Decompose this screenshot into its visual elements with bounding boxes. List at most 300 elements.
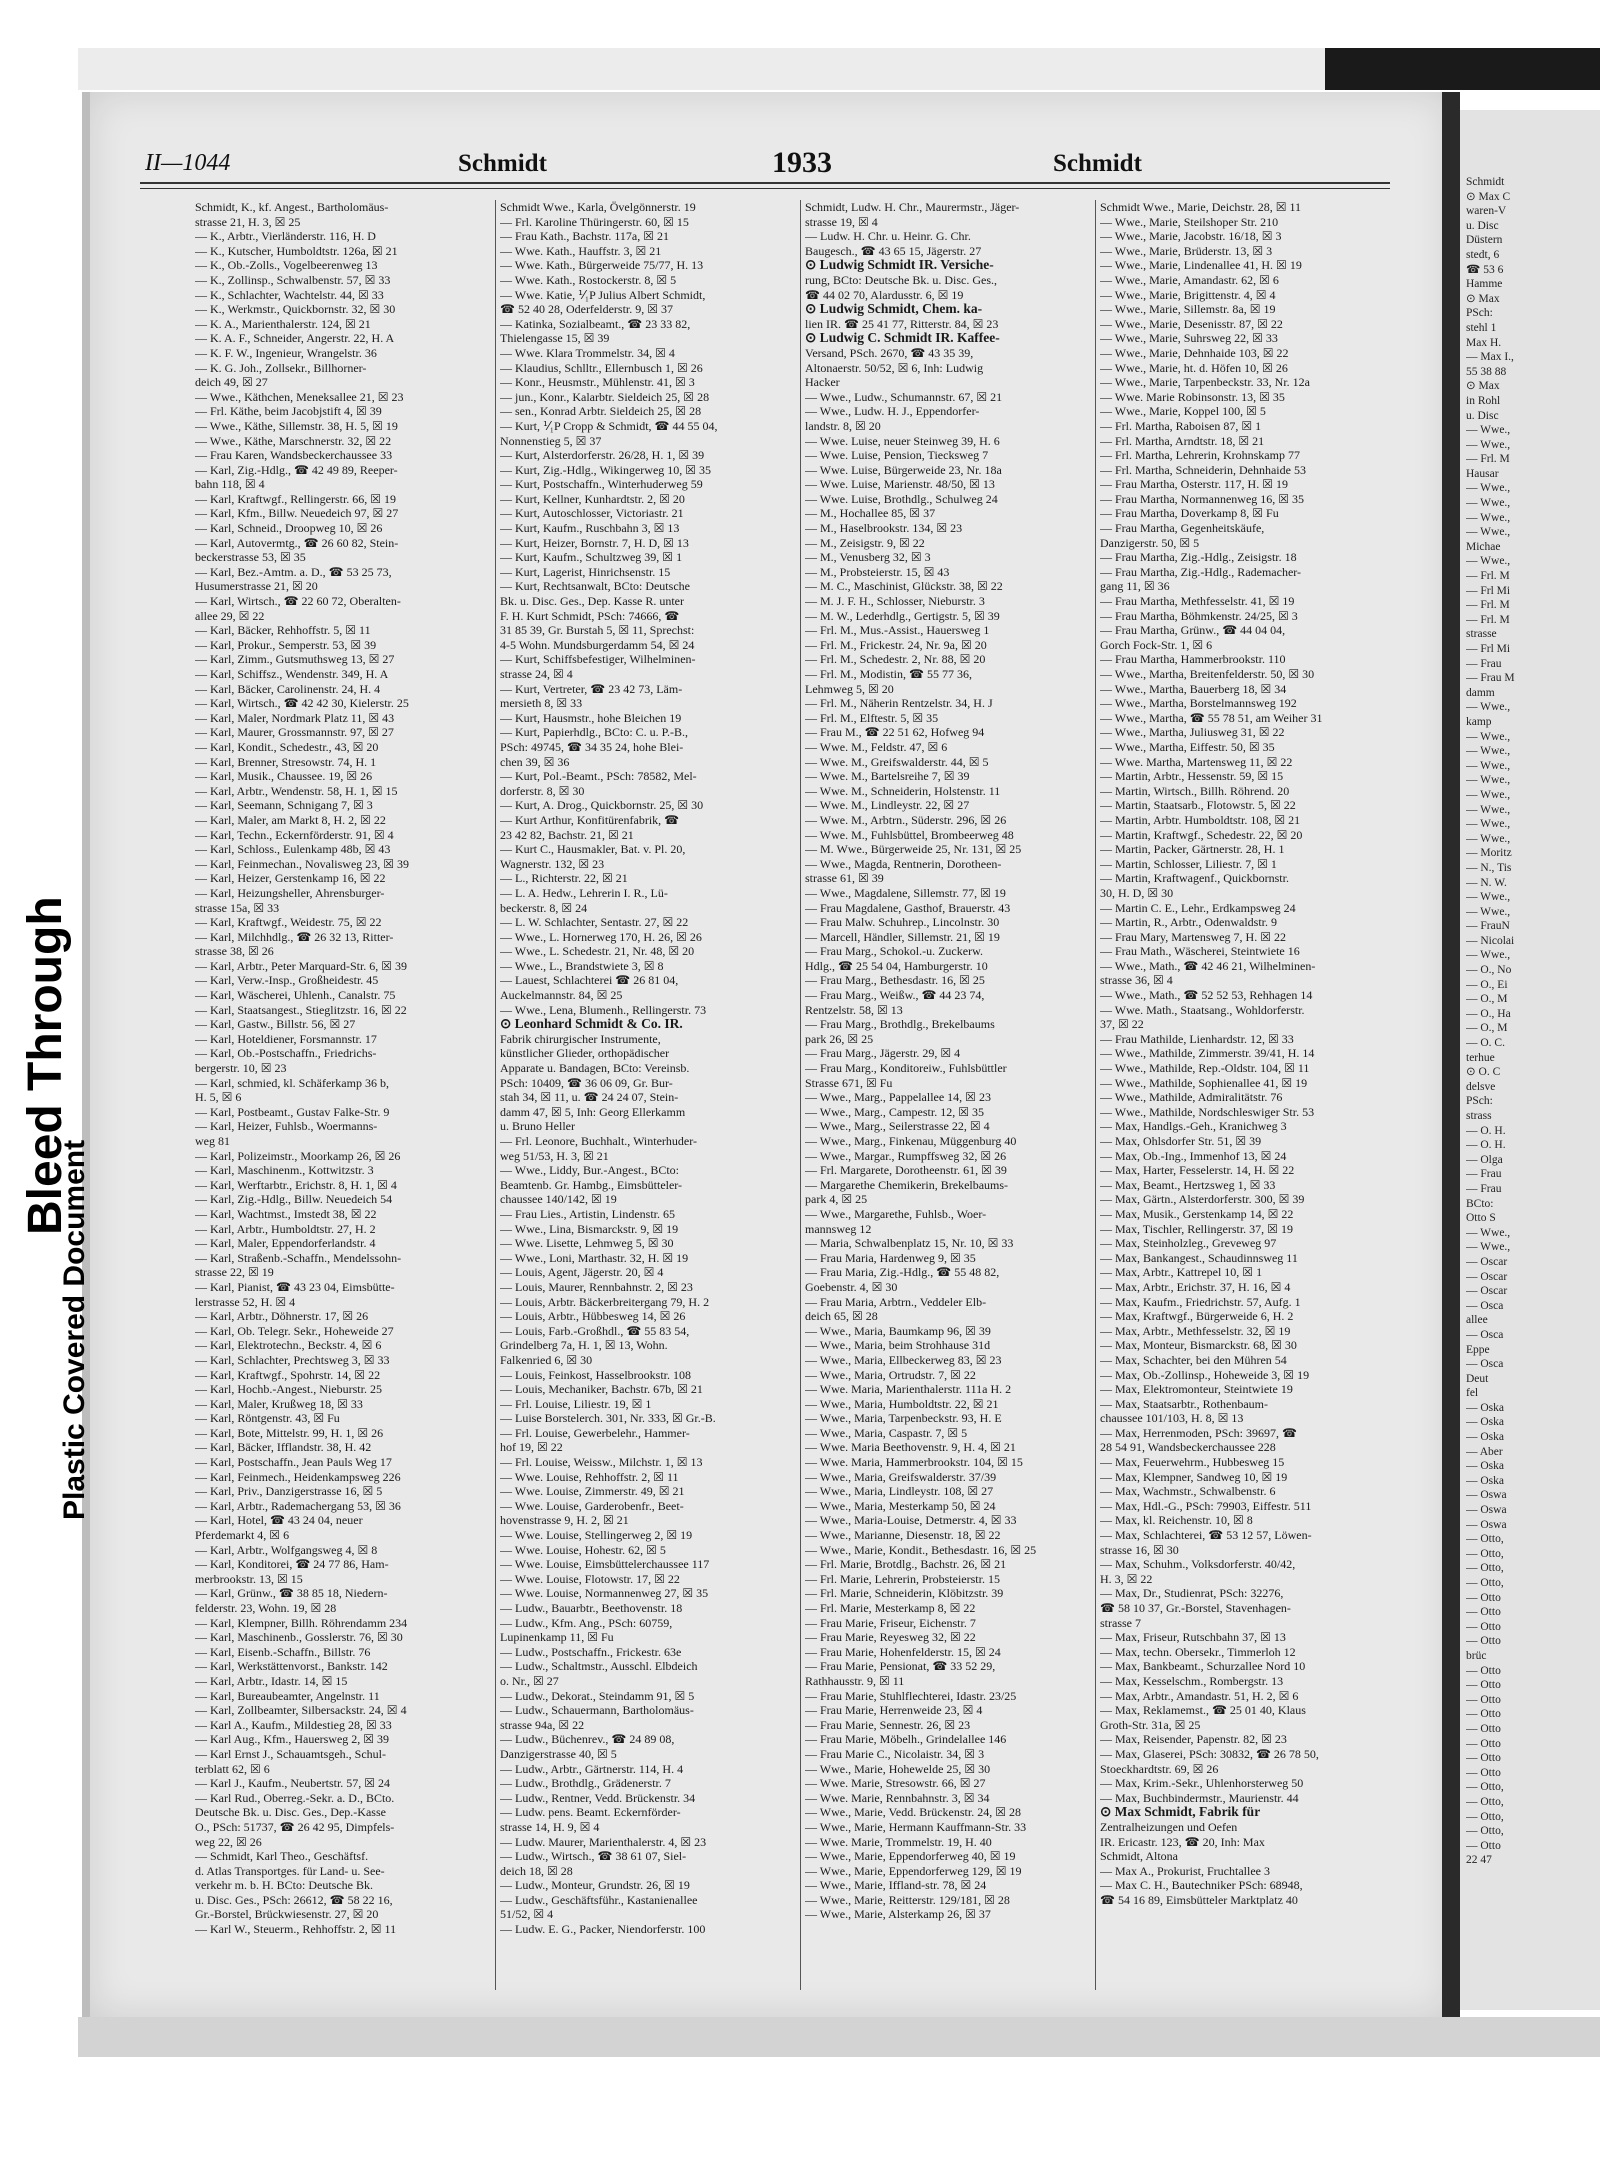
directory-entry: — Wwe. M., Lindleystr. 22, ☒ 27 (805, 798, 970, 813)
directory-entry: — Max, Hdl.-G., PSch: 79903, Eiffestr. 511 (1100, 1498, 1312, 1513)
directory-entry: lerstrasse 52, H. ☒ 4 (195, 1294, 296, 1309)
directory-entry: — Wwe., Mathilde, Nordschleswiger Str. 53 (1100, 1104, 1315, 1119)
directory-entry: — Karl, Musik., Chaussee. 19, ☒ 26 (195, 769, 373, 784)
directory-entry: — Wwe., Marie, Amandastr. 62, ☒ 6 (1100, 272, 1279, 287)
facing-page-line: — Otto (1466, 1664, 1501, 1677)
directory-entry: — Max, Wachmstr., Schwalbenstr. 6 (1100, 1484, 1276, 1499)
directory-entry: — Wwe., Maria, Baumkamp 96, ☒ 39 (805, 1323, 991, 1338)
header-year: 1933 (772, 146, 832, 179)
facing-page-line: Hamme (1466, 278, 1503, 291)
directory-entry: — Wwe., Liddy, Bur.-Angest., BCto: (500, 1163, 679, 1178)
directory-entry: — Karl, Heizer, Gerstenkamp 16, ☒ 22 (195, 871, 386, 886)
facing-page-line: — O., No (1466, 964, 1512, 977)
directory-entry: — Martin, Arbtr., Hessenstr. 59, ☒ 15 (1100, 769, 1284, 784)
directory-entry: ☎ 44 02 70, Alardusstr. 6, ☒ 19 (805, 287, 964, 302)
directory-entry: — Wwe. M., Schneiderin, Holstenstr. 11 (805, 783, 1001, 798)
directory-entry: Danzigerstrasse 40, ☒ 5 (500, 1746, 617, 1761)
facing-page-line: ⊙ Max (1466, 292, 1500, 305)
facing-page-line: — O., Ei (1466, 978, 1508, 991)
directory-entry: beckerstrasse 53, ☒ 35 (195, 550, 306, 565)
facing-page-line: — Wwe., (1466, 788, 1511, 801)
directory-entry: — Wwe., Marie, Suhrsweg 22, ☒ 33 (1100, 331, 1278, 346)
directory-entry: — Kurt, Kaufm., Schultzweg 39, ☒ 1 (500, 550, 683, 565)
facing-page-line: Schmidt (1466, 176, 1505, 188)
directory-entry: — Frau Maria, Arbtrn., Veddeler Elb- (805, 1294, 987, 1309)
directory-entry: — Frl. Käthe, beim Jacobjstift 4, ☒ 39 (195, 404, 382, 419)
directory-entry: — Max, Krim.-Sekr., Uhlenhorsterweg 50 (1100, 1776, 1304, 1791)
directory-entry: — Wwe., Marg., Seilerstrasse 22, ☒ 4 (805, 1119, 990, 1134)
facing-page-line: u. Disc (1466, 409, 1499, 422)
facing-page-line: — Wwe., (1466, 511, 1511, 524)
header-name-right: Schmidt (1053, 150, 1142, 177)
directory-column-2 (500, 200, 805, 1937)
facing-page-line: in Rohl (1466, 394, 1501, 407)
directory-entry: — Wwe., L., Brandstwiete 3, ☒ 8 (500, 958, 664, 973)
directory-entry: — Max, Bankbeamt., Schurzallee Nord 10 (1100, 1659, 1306, 1674)
film-edge-bottom (78, 2017, 1600, 2057)
directory-entry: H. 5, ☒ 6 (195, 1090, 242, 1105)
directory-entry: park 26, ☒ 25 (805, 1031, 874, 1046)
directory-entry: — Karl, Prokur., Semperstr. 53, ☒ 39 (195, 637, 377, 652)
directory-entry: — Frau Kath., Bachstr. 117a, ☒ 21 (500, 229, 669, 244)
directory-entry: — Max, Ob.-Ing., Immenhof 13, ☒ 24 (1100, 1148, 1287, 1163)
directory-entry: — Frau Marie C., Nicolaistr. 34, ☒ 3 (805, 1746, 985, 1761)
facing-page-line: — O., Ha (1466, 1007, 1511, 1020)
directory-entry: ☎ 58 10 37, Gr.-Borstel, Stavenhagen- (1100, 1601, 1291, 1615)
facing-page-line: — N., Tis (1466, 861, 1512, 874)
directory-entry: — Karl, Zollbeamter, Silbersackstr. 24, ☒ 4 (195, 1703, 407, 1718)
directory-column-4 (1100, 200, 1390, 1907)
directory-entry: — Kurt, Hausmstr., hohe Bleichen 19 (500, 710, 682, 725)
directory-entry: — Wwe. Maria, Marienthalerstr. 111a H. 2 (805, 1382, 1012, 1397)
page-gutter (1442, 92, 1460, 2017)
directory-entry: strasse 14, H. 9, ☒ 4 (500, 1819, 600, 1834)
directory-entry: — Frau Magdalene, Gasthof, Brauerstr. 43 (805, 900, 1011, 915)
directory-entry: — Karl, Maler, Eppendorferlandstr. 4 (195, 1236, 376, 1251)
facing-page-line: allee (1466, 1314, 1488, 1327)
directory-entry: ☎ 54 16 89, Eimsbütteler Marktplatz 40 (1100, 1892, 1298, 1907)
directory-entry: Schmidt, Altona (1100, 1849, 1178, 1864)
facing-page-line: Otto S (1466, 1212, 1496, 1225)
facing-page-line: Deut (1466, 1372, 1489, 1385)
directory-entry: — Wwe. Maria, Hammerbrookstr. 104, ☒ 15 (805, 1455, 1023, 1470)
directory-entry: — Kurt, Postschaffn., Winterhuderweg 59 (500, 477, 703, 492)
directory-entry: — Karl, Zimm., Gutsmuthsweg 13, ☒ 27 (195, 652, 395, 667)
facing-page-line: — Oscar (1466, 1255, 1508, 1268)
directory-entry: — Wwe., L. Hornerweg 170, H. 26, ☒ 26 (500, 929, 702, 944)
directory-entry: — Max, Steinholzleg., Greveweg 97 (1100, 1236, 1277, 1251)
directory-entry: — Wwe. M., Feldstr. 47, ☒ 6 (805, 739, 948, 754)
facing-page-line: — Oska (1466, 1401, 1505, 1414)
directory-entry: Deutsche Bk. u. Disc. Ges., Dep.-Kasse (195, 1805, 386, 1820)
directory-entry: — Karl, Maler, am Markt 8, H. 2, ☒ 22 (195, 812, 386, 827)
directory-entry: — Louis, Agent, Jägerstr. 20, ☒ 4 (500, 1265, 664, 1280)
facing-page-line: damm (1466, 686, 1495, 699)
directory-entry: — Karl, Schlachter, Prechtsweg 3, ☒ 33 (195, 1352, 390, 1367)
facing-page-line: PSch: (1466, 1095, 1493, 1108)
directory-entry: — Wwe., Mathilde, Sophienallee 41, ☒ 19 (1100, 1075, 1308, 1090)
facing-page-line: — FrauN (1466, 920, 1510, 933)
directory-entry: — Karl, Gastw., Billstr. 56, ☒ 27 (195, 1017, 356, 1032)
directory-entry: — Wwe., Maria, Greifswalderstr. 37/39 (805, 1469, 997, 1484)
directory-entry: — Louis, Arbtr., Hübbesweg 14, ☒ 26 (500, 1309, 686, 1324)
directory-entry: — Frl. Martha, Lehrerin, Krohnskamp 77 (1100, 448, 1300, 463)
directory-entry: — Wwe., Maria, beim Strohhause 31d (805, 1338, 991, 1353)
directory-entry: — Frl. Louise, Gewerbelehr., Hammer- (500, 1425, 690, 1440)
directory-entry: — K. A. F., Schneider, Angerstr. 22, H. A (195, 331, 395, 346)
directory-entry: — M. W., Lederhdlg., Gertigstr. 5, ☒ 39 (805, 608, 1000, 623)
facing-page-line: — Otto, (1466, 1781, 1504, 1794)
directory-entry: — Karl, Bote, Mittelstr. 99, H. 1, ☒ 26 (195, 1425, 384, 1440)
facing-page-line: stehl 1 (1466, 321, 1497, 334)
directory-entry: — Wwe., Marie, Sillemstr. 8a, ☒ 19 (1100, 302, 1276, 317)
directory-entry: ⊙ Max Schmidt, Fabrik für (1100, 1805, 1261, 1820)
directory-entry: o. Nr., ☒ 27 (500, 1673, 559, 1688)
facing-page-line: — Wwe., (1466, 1226, 1511, 1239)
directory-entry: — Martin, Kraftwgf., Schedestr. 22, ☒ 20 (1100, 827, 1303, 842)
directory-entry: — sen., Konrad Arbtr. Sieldeich 25, ☒ 28 (500, 404, 702, 419)
directory-entry: — Frau Marg., Weißw., ☎ 44 23 74, (805, 988, 985, 1003)
directory-entry: — Wwe., Marie, Reitterstr. 129/181, ☒ 28 (805, 1892, 1010, 1907)
facing-page-line: ⊙ Max (1466, 380, 1500, 393)
facing-page-line: — Wwe., (1466, 424, 1511, 437)
directory-entry: — Frl. Martha, Schneiderin, Dehnhaide 53 (1100, 462, 1306, 477)
directory-entry: — Max, Reklamemst., ☎ 25 01 40, Klaus (1100, 1703, 1306, 1718)
directory-entry: park 4, ☒ 25 (805, 1192, 868, 1207)
directory-entry: — K., Zollinsp., Schwalbenstr. 57, ☒ 33 (195, 272, 391, 287)
directory-entry: chaussee 140/142, ☒ 19 (500, 1192, 617, 1207)
directory-entry: Rathhausstr. 9, ☒ 11 (805, 1673, 905, 1688)
facing-page-line: — Frl. M (1466, 453, 1510, 466)
facing-page-line: u. Disc (1466, 219, 1499, 232)
directory-entry: Strasse 671, ☒ Fu (805, 1075, 893, 1090)
directory-column-1 (195, 200, 500, 1937)
directory-entry: — Wwe., Marie, Hohewelde 25, ☒ 30 (805, 1761, 991, 1776)
directory-entry: deich 65, ☒ 28 (805, 1309, 878, 1324)
directory-entry: Nonnenstieg 5, ☒ 37 (500, 433, 602, 448)
directory-entry: strasse 19, ☒ 4 (805, 214, 878, 229)
facing-page-line: Düstern (1466, 234, 1503, 247)
directory-entry: — M., Zeisigstr. 9, ☒ 22 (805, 535, 925, 550)
directory-entry: 23 42 82, Bachstr. 21, ☒ 21 (500, 827, 634, 842)
directory-entry: — Wwe., Marie, Lindenallee 41, H. ☒ 19 (1100, 258, 1302, 273)
directory-entry: Versand, PSch. 2670, ☎ 43 35 39, (805, 345, 974, 360)
directory-entry: — Ludw., Büchenrev., ☎ 24 89 08, (500, 1732, 675, 1747)
directory-entry: — Frau Marg., Brothdlg., Brekelbaums (805, 1017, 995, 1032)
directory-entry: — Frau Maria, Zig.-Hdlg., ☎ 55 48 82, (805, 1265, 1000, 1280)
directory-entry: — Louis, Feinkost, Hasselbrookstr. 108 (500, 1367, 691, 1382)
directory-entry: — Max, Kesselschm., Rombergstr. 13 (1100, 1673, 1284, 1688)
facing-page-line: — Wwe., (1466, 555, 1511, 568)
directory-entry: — Margarethe Chemikerin, Brekelbaums- (805, 1177, 1009, 1192)
directory-entry: — Ludw., Dekorat., Steindamm 91, ☒ 5 (500, 1688, 695, 1703)
directory-entry: — Karl, Postbeamt., Gustav Falke-Str. 9 (195, 1104, 390, 1119)
directory-entry: — Frau Marie, Pensionat, ☎ 33 52 29, (805, 1659, 996, 1674)
facing-page-line: — Otto (1466, 1635, 1501, 1648)
directory-entry: u. Bruno Heller (500, 1119, 575, 1134)
facing-page-line: — Max I., (1466, 351, 1514, 364)
facing-page-line: — Wwe., (1466, 818, 1511, 831)
facing-page-line: — Frl. M (1466, 570, 1510, 583)
directory-entry: — Martin, Wirtsch., Billh. Röhrend. 20 (1100, 783, 1290, 798)
directory-entry: — Wwe. Kath., Bürgerweide 75/77, H. 13 (500, 258, 704, 273)
directory-entry: 4-5 Wohn. Mundsburgerdamm 54, ☒ 24 (500, 637, 695, 652)
directory-entry: Lupinenkamp 11, ☒ Fu (500, 1630, 614, 1645)
directory-entry: — Martin, Staatsarb., Flotowstr. 5, ☒ 22 (1100, 798, 1296, 813)
directory-entry: — Max C. H., Bautechniker PSch: 68948, (1100, 1878, 1303, 1893)
directory-entry: — Kurt, Schiffsbefestiger, Wilhelminen- (500, 652, 696, 667)
facing-page-line: — Wwe., (1466, 745, 1511, 758)
directory-entry: — Wwe., Marie, Eppendorferweg 40, ☒ 19 (805, 1849, 1016, 1864)
directory-entry: — Wwe. Marie Robinsonstr. 13, ☒ 35 (1100, 389, 1285, 404)
directory-entry: — Wwe. Luise, Marienstr. 48/50, ☒ 13 (805, 477, 995, 492)
directory-entry: — K. F. W., Ingenieur, Wrangelstr. 36 (195, 345, 377, 360)
directory-entry: — Max, Ob.-Zollinsp., Hoheweide 3, ☒ 19 (1100, 1367, 1310, 1382)
directory-entry: — Wwe., Martha, Breitenfelderstr. 50, ☒ 30 (1100, 667, 1315, 681)
directory-entry: Hdlg., ☎ 25 54 04, Hamburgerstr. 10 (805, 958, 988, 973)
directory-entry: — Karl, Bäcker, Carolinenstr. 24, H. 4 (195, 681, 381, 696)
directory-entry: — Karl, Arbtr., Rademachergang 53, ☒ 36 (195, 1498, 401, 1513)
directory-entry: — Wwe., Martha, Eiffestr. 50, ☒ 35 (1100, 739, 1275, 754)
directory-entry: — Kurt, Lagerist, Hinrichsenstr. 15 (500, 564, 671, 579)
directory-entry: Danzigerstr. 50, ☒ 5 (1100, 535, 1200, 550)
directory-entry: — M., Venusberg 32, ☒ 3 (805, 550, 931, 565)
directory-entry: stah 34, ☒ 11, u. ☎ 24 24 07, Stein- (500, 1090, 679, 1105)
facing-page-line: strasse (1466, 628, 1497, 641)
facing-page-line: — Wwe., (1466, 730, 1511, 743)
directory-entry: — Karl, Grünw., ☎ 38 85 18, Niedern- (195, 1586, 388, 1601)
directory-entry: — Wwe. Klara Trommelstr. 34, ☒ 4 (500, 345, 675, 360)
directory-entry: bergerstr. 10, ☒ 23 (195, 1061, 287, 1076)
facing-page-line: — O. H. (1466, 1139, 1506, 1152)
directory-entry: strasse 94a, ☒ 22 (500, 1717, 585, 1732)
directory-entry: — Wwe., Marie, Iffland-str. 78, ☒ 24 (805, 1878, 987, 1893)
directory-entry: — Max, Herrenmoden, PSch: 39697, ☎ (1100, 1425, 1297, 1440)
directory-entry: — Wwe., Loni, Marthastr. 32, H. ☒ 19 (500, 1250, 689, 1265)
directory-entry: Baugesch., ☎ 43 65 15, Jägerstr. 27 (805, 243, 982, 258)
facing-page-line: — O. H. (1466, 1124, 1506, 1137)
directory-entry: — Ludw., Schaltmstr., Ausschl. Elbdeich (500, 1659, 698, 1674)
facing-page-line: — Aber (1466, 1445, 1503, 1458)
directory-entry: — K., Kutscher, Humboldtstr. 126a, ☒ 21 (195, 243, 398, 258)
facing-page-line: — Oswa (1466, 1504, 1507, 1517)
directory-entry: — Wwe., Marie, Jacobstr. 16/18, ☒ 3 (1100, 229, 1282, 244)
directory-entry: — Max, Arbtr., Methfesselstr. 32, ☒ 19 (1100, 1323, 1291, 1338)
directory-entry: Auckelmannstr. 84, ☒ 25 (500, 988, 623, 1003)
directory-entry: — Martin, R., Arbtr., Odenwaldstr. 9 (1100, 915, 1277, 930)
directory-entry: — Frau Marie, Stuhlflechterei, Idastr. 23/25 (805, 1688, 1017, 1703)
directory-entry: strasse 21, H. 3, ☒ 25 (195, 214, 301, 229)
directory-entry: — Louis, Arbtr. Bäckerbreitergang 79, H. 2 (500, 1294, 710, 1309)
directory-entry: — Wwe., Maria, Lindleystr. 108, ☒ 27 (805, 1484, 994, 1499)
directory-entry: — Karl, Maler, Krußweg 18, ☒ 33 (195, 1396, 363, 1411)
directory-entry: chen 39, ☒ 36 (500, 754, 570, 769)
facing-page-line: Michae (1466, 540, 1501, 553)
directory-entry: ☎ 52 40 28, Oderfelderstr. 9, ☒ 37 (500, 302, 674, 317)
directory-entry: — Max, Reisender, Papenstr. 82, ☒ 23 (1100, 1732, 1287, 1747)
facing-page-line: — Wwe., (1466, 949, 1511, 962)
directory-entry: — Wwe., Marie, Eppendorferweg 129, ☒ 19 (805, 1863, 1022, 1878)
directory-entry: — Karl Ernst J., Schauamtsgeh., Schul- (195, 1746, 386, 1761)
directory-entry: H. 3, ☒ 22 (1100, 1571, 1153, 1586)
directory-entry: — Wwe., Marie, Kondit., Bethesdastr. 16, ☒ 25 (805, 1542, 1037, 1557)
directory-entry: — M., Probsteierstr. 15, ☒ 43 (805, 564, 950, 579)
directory-entry: bahn 118, ☒ 4 (195, 477, 265, 492)
directory-entry: Grindelberg 7a, H. 1, ☒ 13, Wohn. (500, 1338, 668, 1353)
directory-entry: — Wwe. Luise, Bürgerweide 23, Nr. 18a (805, 462, 1002, 477)
facing-page-line: — Frl. M (1466, 599, 1510, 612)
facing-page-line: — Wwe., (1466, 891, 1511, 904)
directory-entry: — Frau Marie, Friseur, Eichenstr. 7 (805, 1615, 976, 1630)
directory-entry: Apparate u. Bandagen, BCto: Vereinsb. (500, 1061, 690, 1076)
facing-page-line: stedt, 6 (1466, 248, 1500, 261)
directory-entry: — Karl, Werftarbtr., Erichstr. 8, H. 1, ☒ 4 (195, 1177, 397, 1192)
facing-page-line: — Wwe., (1466, 482, 1511, 495)
directory-entry: — Wwe., Marie, Brigittenstr. 4, ☒ 4 (1100, 287, 1276, 302)
directory-entry: — Karl, Zig.-Hdlg., ☎ 42 49 89, Reeper- (195, 462, 398, 477)
facing-page-line: delsve (1466, 1080, 1496, 1093)
directory-entry: — Max, Staatsarbtr., Rothenbaum- (1100, 1396, 1268, 1411)
directory-entry: — Karl, Maler, Nordmark Platz 11, ☒ 43 (195, 710, 395, 725)
directory-entry: PSch: 10409, ☎ 36 06 09, Gr. Bur- (500, 1075, 673, 1090)
directory-entry: Goebenstr. 4, ☒ 30 (805, 1279, 898, 1294)
directory-entry: — Frau Martha, Methfesselstr. 41, ☒ 19 (1100, 594, 1295, 609)
directory-entry: — Marcell, Händler, Sillemstr. 21, ☒ 19 (805, 929, 1000, 944)
directory-entry: Lehmweg 5, ☒ 20 (805, 681, 894, 696)
directory-entry: — Luise Borstelerch. 301, Nr. 333, ☒ Gr.-B. (500, 1411, 716, 1426)
facing-page-line: — Frl. M (1466, 613, 1510, 626)
directory-entry: — Karl, Wirtsch., ☎ 42 42 30, Kielerstr. 25 (195, 696, 409, 711)
facing-page-line: fel (1466, 1387, 1479, 1400)
directory-entry: — Ludw., Geschäftsführ., Kastanienallee (500, 1892, 698, 1907)
directory-entry: — Karl, Arbtr., Humboldtstr. 27, H. 2 (195, 1221, 376, 1236)
header-rule-thin (140, 188, 1390, 189)
directory-entry: — Wwe., Marie, Vedd. Brückenstr. 24, ☒ 28 (805, 1805, 1021, 1820)
directory-entry: — Max, Klempner, Sandweg 10, ☒ 19 (1100, 1469, 1288, 1484)
facing-page-line: brüc (1466, 1649, 1487, 1662)
directory-entry: — Frl. Margarete, Dorotheenstr. 61, ☒ 39 (805, 1163, 1007, 1178)
directory-entry: — Kurt, Alsterdorferstr. 26/28, H. 1, ☒ 39 (500, 448, 705, 463)
facing-page-line: — Moritz (1466, 847, 1512, 860)
directory-entry: — Wwe., Margarethe, Fuhlsb., Woer- (805, 1206, 987, 1221)
directory-entry: — Frl. Leonore, Buchhalt., Winterhuder- (500, 1134, 698, 1148)
directory-entry: — Frau Martha, Grünw., ☎ 44 04 04, (1100, 623, 1286, 638)
directory-entry: rung, BCto: Deutsche Bk. u. Disc. Ges., (805, 272, 997, 287)
directory-entry: — Karl, Kraftwgf., Spohrstr. 14, ☒ 22 (195, 1367, 381, 1382)
facing-page-line: — Otto (1466, 1752, 1501, 1765)
directory-entry: weg 22, ☒ 26 (195, 1834, 262, 1849)
directory-entry: — Karl, Ob.-Postschaffn., Friedrichs- (195, 1046, 377, 1061)
directory-entry: — Karl, Kraftwgf., Rellingerstr. 66, ☒ 19 (195, 491, 397, 506)
facing-page-line: ⊙ O. C (1466, 1066, 1501, 1079)
directory-entry: — Karl, Eisenb.-Schaffn., Billstr. 76 (195, 1644, 371, 1659)
directory-entry: Schmidt Wwe., Karla, Övelgönnerstr. 19 (500, 200, 696, 214)
directory-entry: — Wwe., Magdalene, Sillemstr. 77, ☒ 19 (805, 885, 1006, 900)
facing-page-line: — Wwe., (1466, 526, 1511, 539)
directory-entry: — Ludw., Arbtr., Gärtnerstr. 114, H. 4 (500, 1761, 684, 1776)
directory-entry: — Max, Harter, Fesselerstr. 14, H. ☒ 22 (1100, 1163, 1295, 1178)
directory-entry: — Schmidt, Karl Theo., Geschäftsf. (195, 1849, 369, 1864)
directory-entry: — Karl, Feinmechan., Novalisweg 23, ☒ 39 (195, 856, 410, 871)
directory-entry: — Karl, Bäcker, Rehhoffstr. 5, ☒ 11 (195, 623, 371, 638)
directory-entry: — Wwe. Math., Staatsang., Wohldorferstr. (1100, 1002, 1305, 1017)
directory-entry: — Ludw., Brothdlg., Grädenerstr. 7 (500, 1776, 671, 1791)
directory-entry: — Maria, Schwalbenplatz 15, Nr. 10, ☒ 33 (805, 1236, 1014, 1251)
facing-page-line: — Wwe., (1466, 438, 1511, 451)
directory-entry: d. Atlas Transportges. für Land- u. See- (195, 1863, 385, 1878)
directory-entry: verkehr m. b. H. BCto: Deutsche Bk. (195, 1878, 373, 1893)
directory-entry: — Karl, Schloss., Eulenkamp 48b, ☒ 43 (195, 842, 391, 857)
directory-entry: dorferstr. 8, ☒ 30 (500, 783, 585, 798)
directory-entry: — K., Arbtr., Vierländerstr. 116, H. D (195, 229, 376, 244)
directory-entry: — Wwe., Käthchen, Meneksallee 21, ☒ 23 (195, 389, 404, 404)
facing-page-line: — O., M (1466, 993, 1508, 1006)
directory-entry: — Frau Marie, Möbelh., Grindelallee 146 (805, 1732, 1007, 1747)
directory-entry: — Wwe. Louise, Hohestr. 62, ☒ 5 (500, 1542, 666, 1557)
directory-entry: Pferdemarkt 4, ☒ 6 (195, 1528, 290, 1543)
directory-entry: — Karl, Arbtr., Wendenstr. 58, H. 1, ☒ 15 (195, 783, 398, 798)
directory-entry: Schmidt Wwe., Marie, Deichstr. 28, ☒ 11 (1100, 200, 1302, 214)
directory-entry: — Wwe. Marie, Trommelstr. 19, H. 40 (805, 1834, 992, 1849)
directory-entry: — Wwe. Louise, Eimsbüttelerchaussee 117 (500, 1557, 710, 1572)
directory-entry: — Wwe., Marg., Pappelallee 14, ☒ 23 (805, 1090, 991, 1105)
directory-entry: — Wwe., Marie, Alsterkamp 26, ☒ 37 (805, 1907, 991, 1922)
directory-entry: — Karl, Heizer, Fuhlsb., Woermanns- (195, 1119, 378, 1134)
directory-entry: — Wwe., Math., ☎ 52 52 53, Rehhagen 14 (1100, 988, 1313, 1003)
directory-entry: — Max, Schlachterei, ☎ 53 12 57, Löwen- (1100, 1528, 1312, 1543)
directory-entry: deich 18, ☒ 28 (500, 1863, 573, 1878)
facing-page-line: 55 38 88 (1466, 365, 1507, 378)
directory-entry: — Max, Musik., Gerstenkamp 14, ☒ 22 (1100, 1206, 1294, 1221)
facing-page-line: — Oska (1466, 1431, 1505, 1444)
facing-page-line: terhue (1466, 1051, 1495, 1064)
directory-entry: mannsweg 12 (805, 1221, 872, 1236)
directory-entry: — Wwe., Math., ☎ 42 46 21, Wilhelminen- (1100, 958, 1316, 973)
directory-entry: — Frl. Martha, Arndtstr. 18, ☒ 21 (1100, 433, 1265, 448)
directory-entry: — Wwe., Mathilde, Zimmerstr. 39/41, H. 14 (1100, 1046, 1315, 1061)
directory-entry: strasse 16, ☒ 30 (1100, 1542, 1179, 1557)
directory-entry: — Kurt, Kaufm., Ruschbahn 3, ☒ 13 (500, 521, 680, 536)
directory-entry: — Max, Elektromonteur, Steintwiete 19 (1100, 1382, 1293, 1397)
directory-entry: — Wwe. Marie, Stresowstr. 66, ☒ 27 (805, 1776, 986, 1791)
directory-entry: — Frau Martha, Hammerbrookstr. 110 (1100, 652, 1286, 667)
facing-page-line: — Wwe., (1466, 1241, 1511, 1254)
directory-entry: — Karl, Bäcker, Ifflandstr. 38, H. 42 (195, 1440, 372, 1455)
directory-entry: — Wwe., Maria, Caspastr. 7, ☒ 5 (805, 1425, 968, 1440)
facing-page-line: — Otto (1466, 1606, 1501, 1619)
facing-page-line: — Wwe., (1466, 905, 1511, 918)
directory-entry: — jun., Konr., Kalarbtr. Sieldeich 25, ☒ 28 (500, 389, 710, 404)
directory-entry: — Max, Schachter, bei den Mühren 54 (1100, 1352, 1287, 1367)
directory-entry: beckerstr. 8, ☒ 24 (500, 900, 588, 915)
facing-page-line: — Otto (1466, 1679, 1501, 1692)
facing-page-fragments (1466, 175, 1596, 1868)
directory-entry: — Martin, Kraftwagenf., Quickbornstr. (1100, 871, 1289, 886)
directory-entry: Thielengasse 15, ☒ 39 (500, 331, 610, 346)
facing-page-line: BCto: (1466, 1197, 1494, 1210)
film-dark-block (1325, 48, 1600, 90)
facing-page-line: — Wwe., (1466, 832, 1511, 845)
directory-entry: — Frau Marg., Konditoreiw., Fuhlsbüttler (805, 1061, 1007, 1076)
directory-entry: — Wwe., Marg., Campestr. 12, ☒ 35 (805, 1104, 984, 1119)
directory-entry: Fabrik chirurgischer Instrumente, (500, 1031, 661, 1046)
directory-entry: — Wwe. M., Bartelsreihe 7, ☒ 39 (805, 769, 970, 784)
facing-page-line: — Otto (1466, 1693, 1501, 1706)
facing-page-line: Hausar (1466, 467, 1499, 480)
directory-entry: — Frl. Marie, Lehrerin, Probsteierstr. 15 (805, 1571, 1000, 1586)
directory-entry: F. H. Kurt Schmidt, PSch: 74666, ☎ (500, 608, 680, 623)
directory-entry: — Karl, Hotel, ☎ 43 24 04, neuer (195, 1513, 363, 1528)
